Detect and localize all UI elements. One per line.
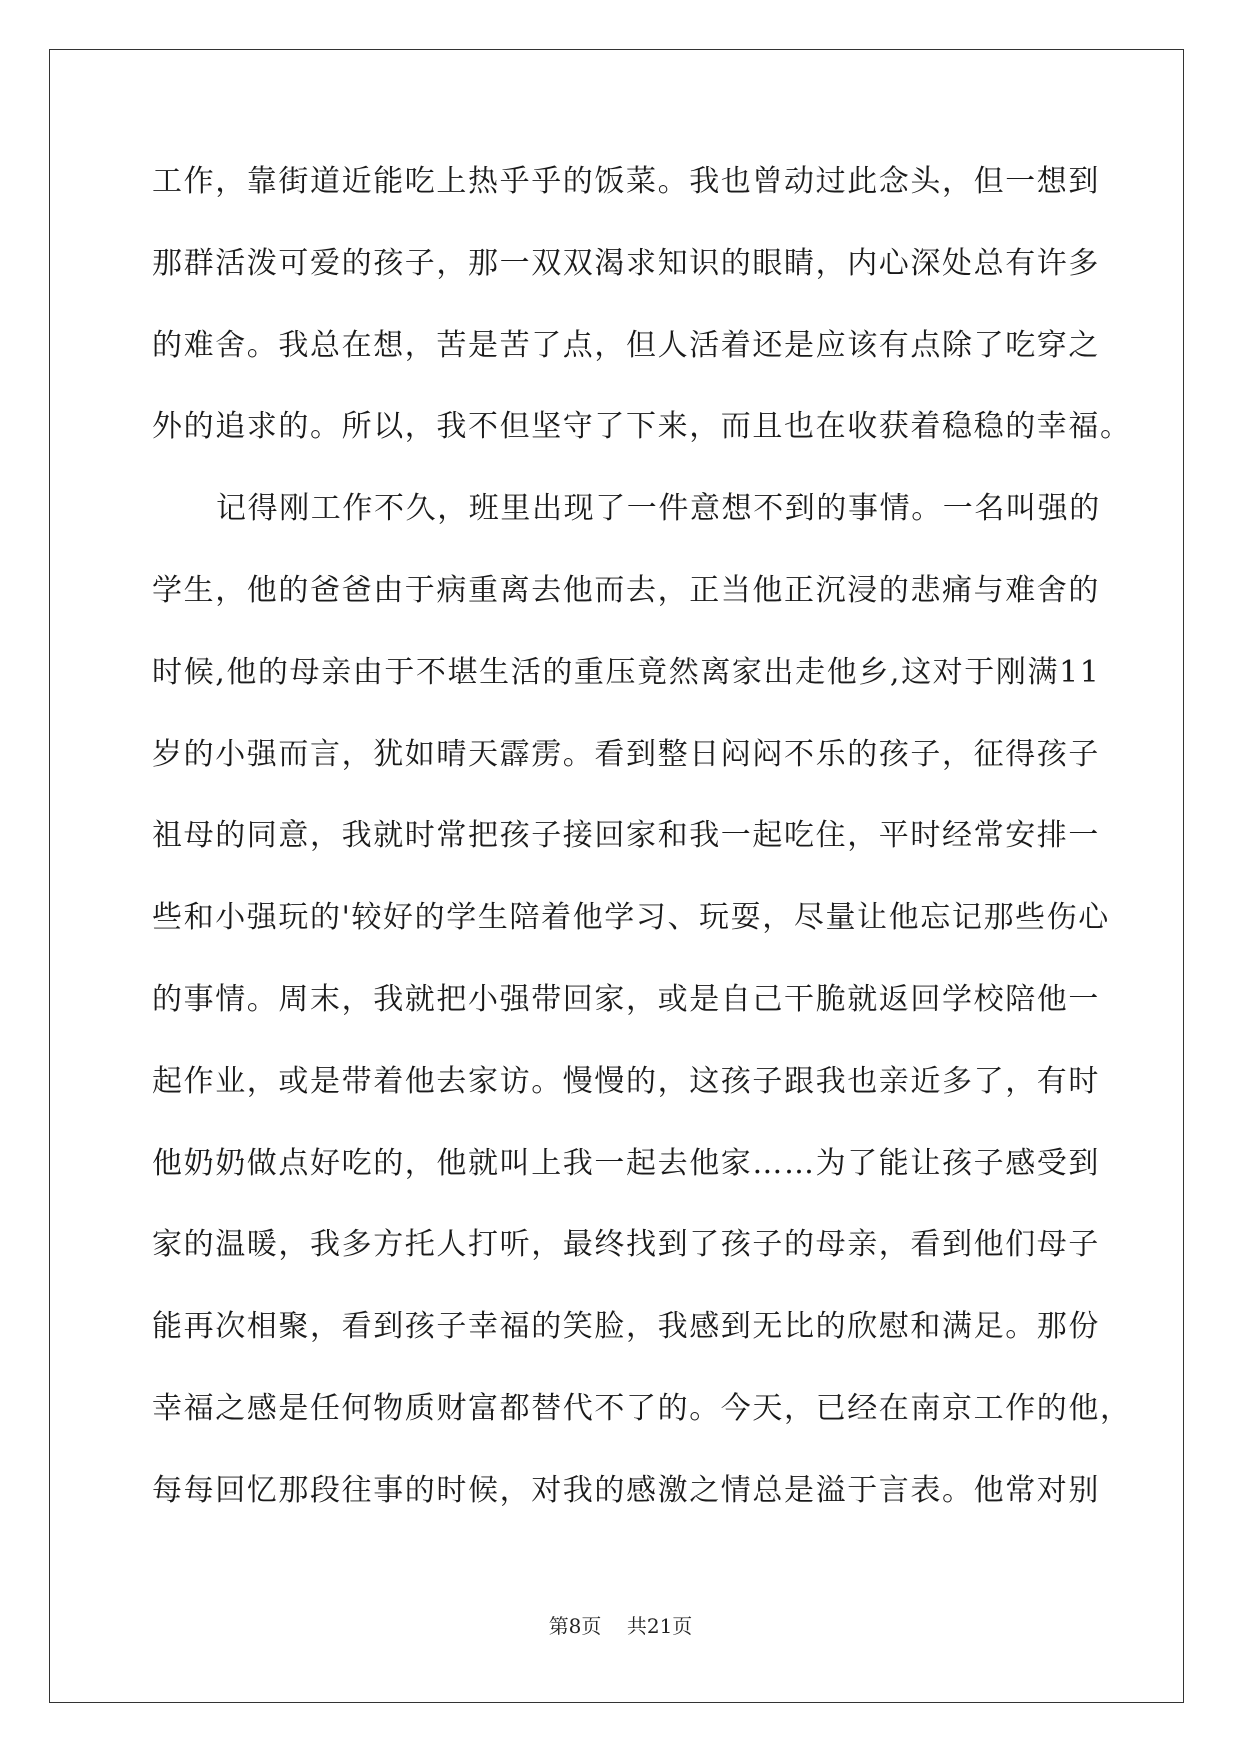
text-line: 岁的小强而言，犹如晴天霹雳。看到整日闷闷不乐的孩子，征得孩子 <box>152 736 1100 772</box>
text-line: 工作，靠街道近能吃上热乎乎的饭菜。我也曾动过此念头，但一想到 <box>152 164 1100 199</box>
text-line: 起作业，或是带着他去家访。慢慢的，这孩子跟我也亲近多了，有时 <box>152 1063 1100 1099</box>
page-total: 共21页 <box>626 1614 693 1638</box>
text-line: 那群活泼可爱的孩子，那一双双渴求知识的眼睛，内心深处总有许多 <box>152 245 1100 281</box>
text-line: 家的温暖，我多方托人打听，最终找到了孩子的母亲，看到他们母子 <box>152 1227 1100 1263</box>
document-body <box>152 162 1132 1553</box>
text-line: 的难舍。我总在想，苦是苦了点，但人活着还是应该有点除了吃穿之 <box>152 327 1100 363</box>
text-line: 些和小强玩的'较好的学生陪着他学习、玩耍，尽量让他忘记那些伤心 <box>152 900 1110 936</box>
text-line: 外的追求的。所以，我不但坚守了下来，而且也在收获着稳稳的幸福。 <box>152 409 1132 445</box>
text-line: 祖母的同意，我就时常把孩子接回家和我一起吃住，平时经常安排一 <box>152 818 1100 854</box>
text-line: 他奶奶做点好吃的，他就叫上我一起去他家……为了能让孩子感受到 <box>152 1145 1100 1181</box>
page-number: 第8页 <box>548 1614 602 1638</box>
text-line: 每每回忆那段往事的时候，对我的感激之情总是溢于言表。他常对别 <box>152 1472 1100 1508</box>
text-line-paragraph-start: 记得刚工作不久，班里出现了一件意想不到的事情。一名叫强的 <box>216 491 1101 527</box>
text-line: 幸福之感是任何物质财富都替代不了的。今天，已经在南京工作的他， <box>152 1390 1132 1426</box>
text-line: 学生，他的爸爸由于病重离去他而去，正当他正沉浸的悲痛与难舍的 <box>152 572 1100 608</box>
text-line: 的事情。周末，我就把小强带回家，或是自己干脆就返回学校陪他一 <box>152 981 1100 1017</box>
page-footer <box>0 1614 1241 1638</box>
text-line: 能再次相聚，看到孩子幸福的笑脸，我感到无比的欣慰和满足。那份 <box>152 1309 1100 1345</box>
text-line: 时候,他的母亲由于不堪生活的重压竟然离家出走他乡,这对于刚满11 <box>152 654 1101 690</box>
